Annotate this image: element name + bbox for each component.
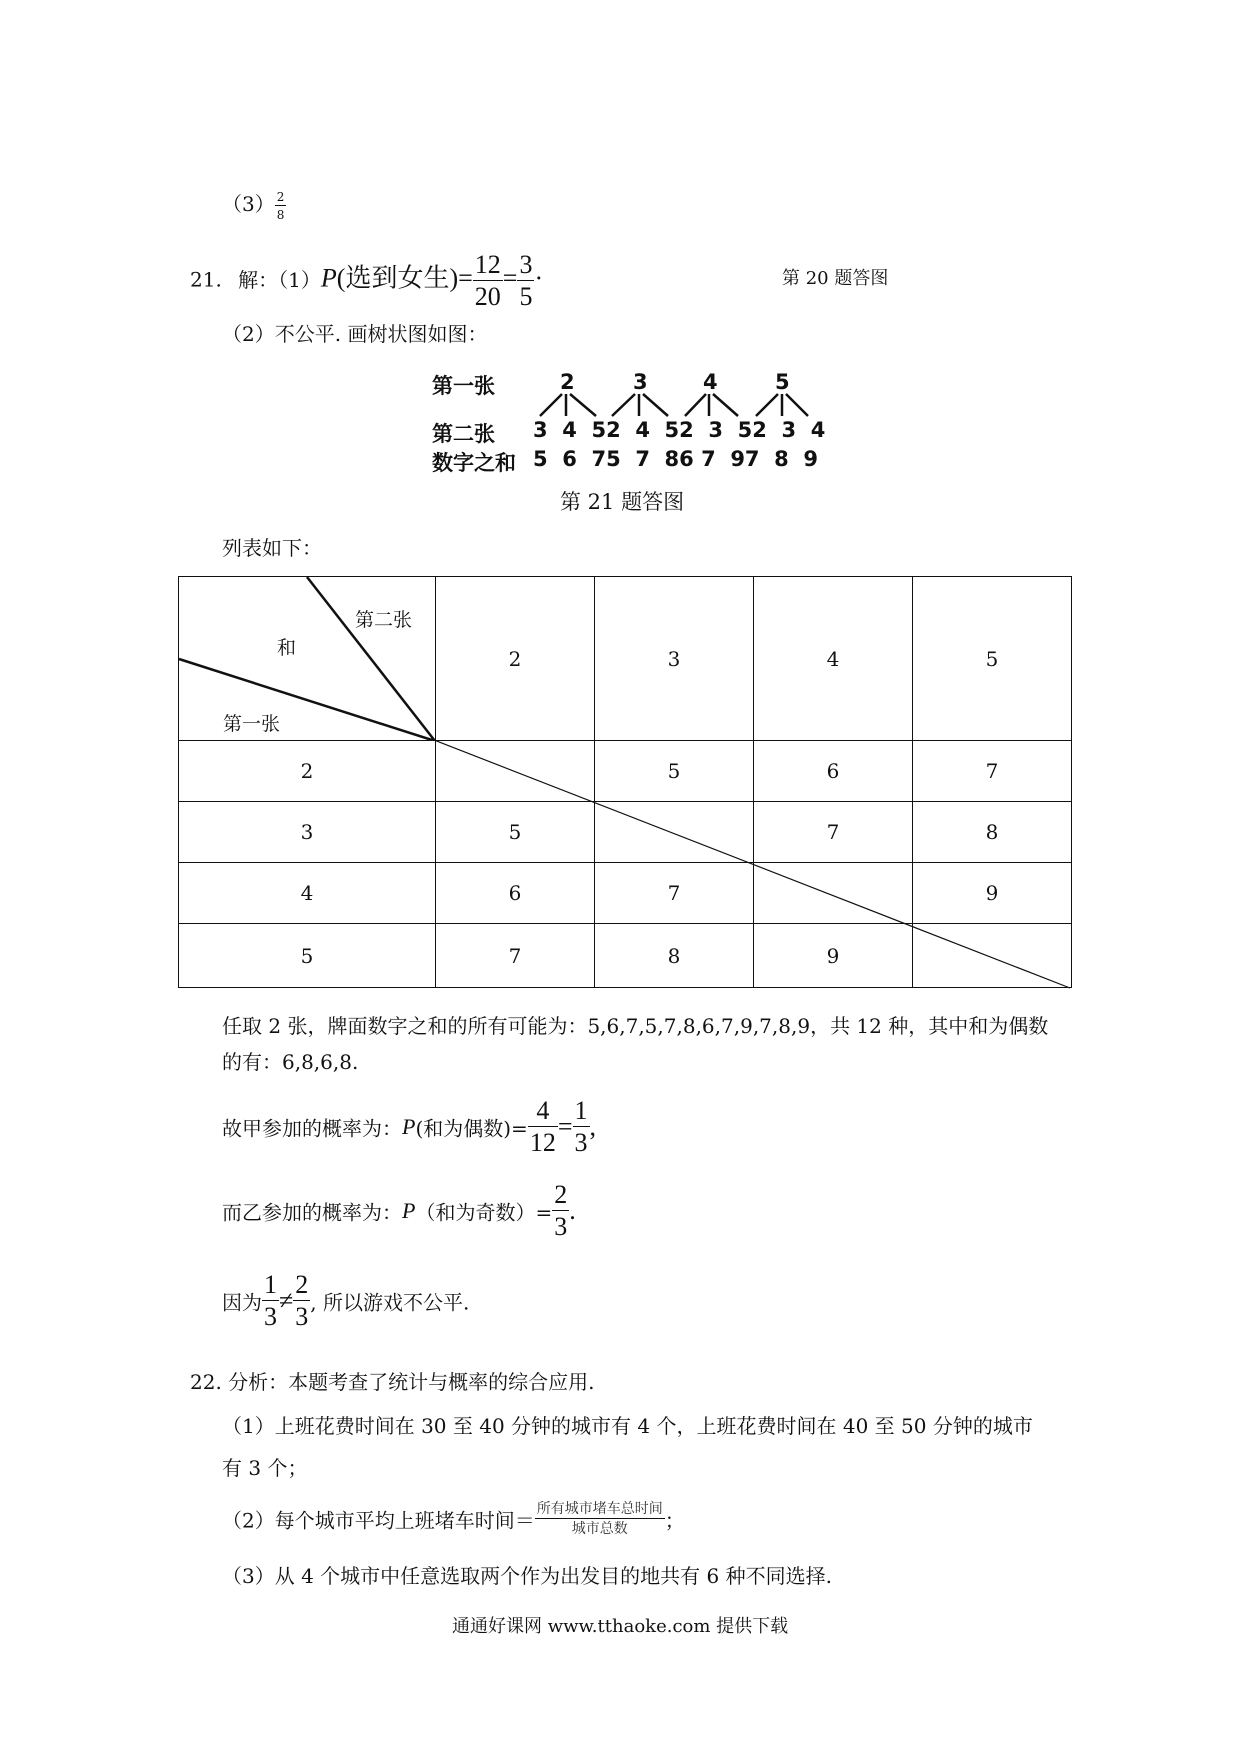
table-cell: 7 xyxy=(595,863,754,924)
q21-solve-label: 解：（1） xyxy=(238,267,321,292)
table-cell: 7 xyxy=(436,924,595,988)
table-cell: 8 xyxy=(595,924,754,988)
q20-part3-label: （3） xyxy=(222,192,275,216)
table-header-row xyxy=(179,577,1072,741)
q21-because-line xyxy=(222,1272,469,1330)
table-corner-cell xyxy=(179,577,436,741)
corner-diagonals xyxy=(179,577,435,741)
tree-row1-value: 5 xyxy=(775,370,790,394)
q22-part2-fraction: $\frac{\text{所有城市堵车总时间}}{\text{城市总数}}$ xyxy=(536,1501,663,1537)
table-cell: 8 xyxy=(913,802,1072,863)
q21-p1-fraction-2: $\frac{3}{5}$ xyxy=(519,250,533,311)
q21-jia-fraction: $\frac{4}{12}$ xyxy=(529,1096,556,1157)
q22-part2-end: ； xyxy=(664,1508,685,1533)
q21-because-fraction-1: $\frac{1}{3}$ xyxy=(264,1270,277,1331)
q21-jia-line xyxy=(222,1098,596,1156)
q20-figure-caption: 第 20 题答图 xyxy=(782,268,889,289)
q21-list-intro: 列表如下： xyxy=(222,536,322,560)
q21-p1-equals: = xyxy=(458,263,473,293)
page-footer: 通通好课网 www.tthaoke.com 提供下载 xyxy=(452,1616,789,1637)
tree-row2-label: 第二张 xyxy=(432,422,495,446)
table-cell: 7 xyxy=(754,802,913,863)
table-cell: 6 xyxy=(754,741,913,802)
q21-para-line2: 的有：6,8,6,8. xyxy=(222,1050,359,1074)
table-cell: 5 xyxy=(595,741,754,802)
q21-yi-p: P xyxy=(402,1198,416,1223)
q20-part3 xyxy=(222,188,286,221)
q20-part3-fraction: $\frac{2}{8}$ xyxy=(276,189,285,222)
table-cell: 5 xyxy=(436,802,595,863)
q21-jia-arg: (和为偶数)= xyxy=(415,1116,528,1141)
q21-yi-end: . xyxy=(569,1196,576,1225)
table-main-diagonal xyxy=(434,740,1074,991)
row-header: 2 xyxy=(179,741,436,802)
q21-p1-fraction: $\frac{12}{20}$ xyxy=(474,250,501,311)
col-header: 4 xyxy=(754,577,913,741)
table-cell: 9 xyxy=(754,924,913,988)
q21-because-neq: ≠ xyxy=(279,1286,294,1315)
q22-part1-line1: （1）上班花费时间在 30 至 40 分钟的城市有 4 个，上班花费时间在 40 至 50 分钟的城市 xyxy=(222,1414,1033,1438)
q21-p1-equals-2: = xyxy=(502,263,518,293)
corner-top-label: 第二张 xyxy=(355,609,413,631)
tree-row1-value: 4 xyxy=(703,370,718,394)
q21-jia-p: P xyxy=(402,1114,416,1139)
q21-jia-eq: = xyxy=(557,1112,573,1141)
row-header: 5 xyxy=(179,924,436,988)
row-header: 3 xyxy=(179,802,436,863)
q21-part1 xyxy=(190,252,543,310)
q21-yi-line xyxy=(222,1182,576,1240)
table-cell: 7 xyxy=(913,741,1072,802)
tree-branches xyxy=(520,392,820,418)
q21-p1-end: · xyxy=(534,263,544,293)
q21-jia-end: , xyxy=(589,1112,596,1141)
col-header: 3 xyxy=(595,577,754,741)
table-cell: 6 xyxy=(436,863,595,924)
col-header: 2 xyxy=(436,577,595,741)
q22-part2-text: （2）每个城市平均上班堵车时间＝ xyxy=(222,1508,535,1533)
tree-row3-label: 数字之和 xyxy=(432,451,516,475)
q21-jia-text: 故甲参加的概率为： xyxy=(222,1116,402,1141)
tree-row1-value: 3 xyxy=(633,370,648,394)
q21-tree-caption: 第 21 题答图 xyxy=(560,490,685,514)
q22-part2 xyxy=(222,1502,685,1536)
tree-row2-values: 3 4 52 4 52 3 52 3 4 xyxy=(533,418,826,442)
col-header: 5 xyxy=(913,577,1072,741)
q21-yi-text: 而乙参加的概率为： xyxy=(222,1200,402,1225)
tree-row1-label: 第一张 xyxy=(432,374,495,398)
q21-para-line1: 任取 2 张，牌面数字之和的所有可能为：5,6,7,5,7,8,6,7,9,7,8,9，共 12 种，其中和为偶数 xyxy=(222,1014,1049,1038)
corner-mid-label: 和 xyxy=(277,637,297,659)
q21-jia-fraction-2: $\frac{1}{3}$ xyxy=(574,1096,588,1157)
q21-yi-arg: （和为奇数）= xyxy=(415,1200,553,1225)
q21-p1-arg: (选到女生) xyxy=(336,263,459,293)
q21-because-fraction-2: $\frac{2}{3}$ xyxy=(295,1270,309,1331)
q21-part2: （2）不公平. 画树状图如图： xyxy=(222,322,488,346)
corner-bottom-label: 第一张 xyxy=(223,713,281,735)
q22-analysis: 22. 分析：本题考查了统计与概率的综合应用. xyxy=(190,1370,595,1394)
q21-because-text: 因为 xyxy=(222,1290,262,1315)
tree-row3-values: 5 6 75 7 86 7 97 8 9 xyxy=(533,447,819,471)
q22-part3: （3）从 4 个城市中任意选取两个作为出发目的地共有 6 种不同选择. xyxy=(222,1564,832,1588)
q21-p-symbol: P xyxy=(320,263,337,293)
q22-part1-line2: 有 3 个； xyxy=(222,1456,308,1480)
table-cell: 9 xyxy=(913,863,1072,924)
tree-row1-value: 2 xyxy=(560,370,575,394)
q21-yi-fraction: $\frac{2}{3}$ xyxy=(554,1180,568,1241)
q21-because-end: , 所以游戏不公平. xyxy=(310,1290,470,1315)
q21-number: 21. xyxy=(190,267,222,292)
row-header: 4 xyxy=(179,863,436,924)
